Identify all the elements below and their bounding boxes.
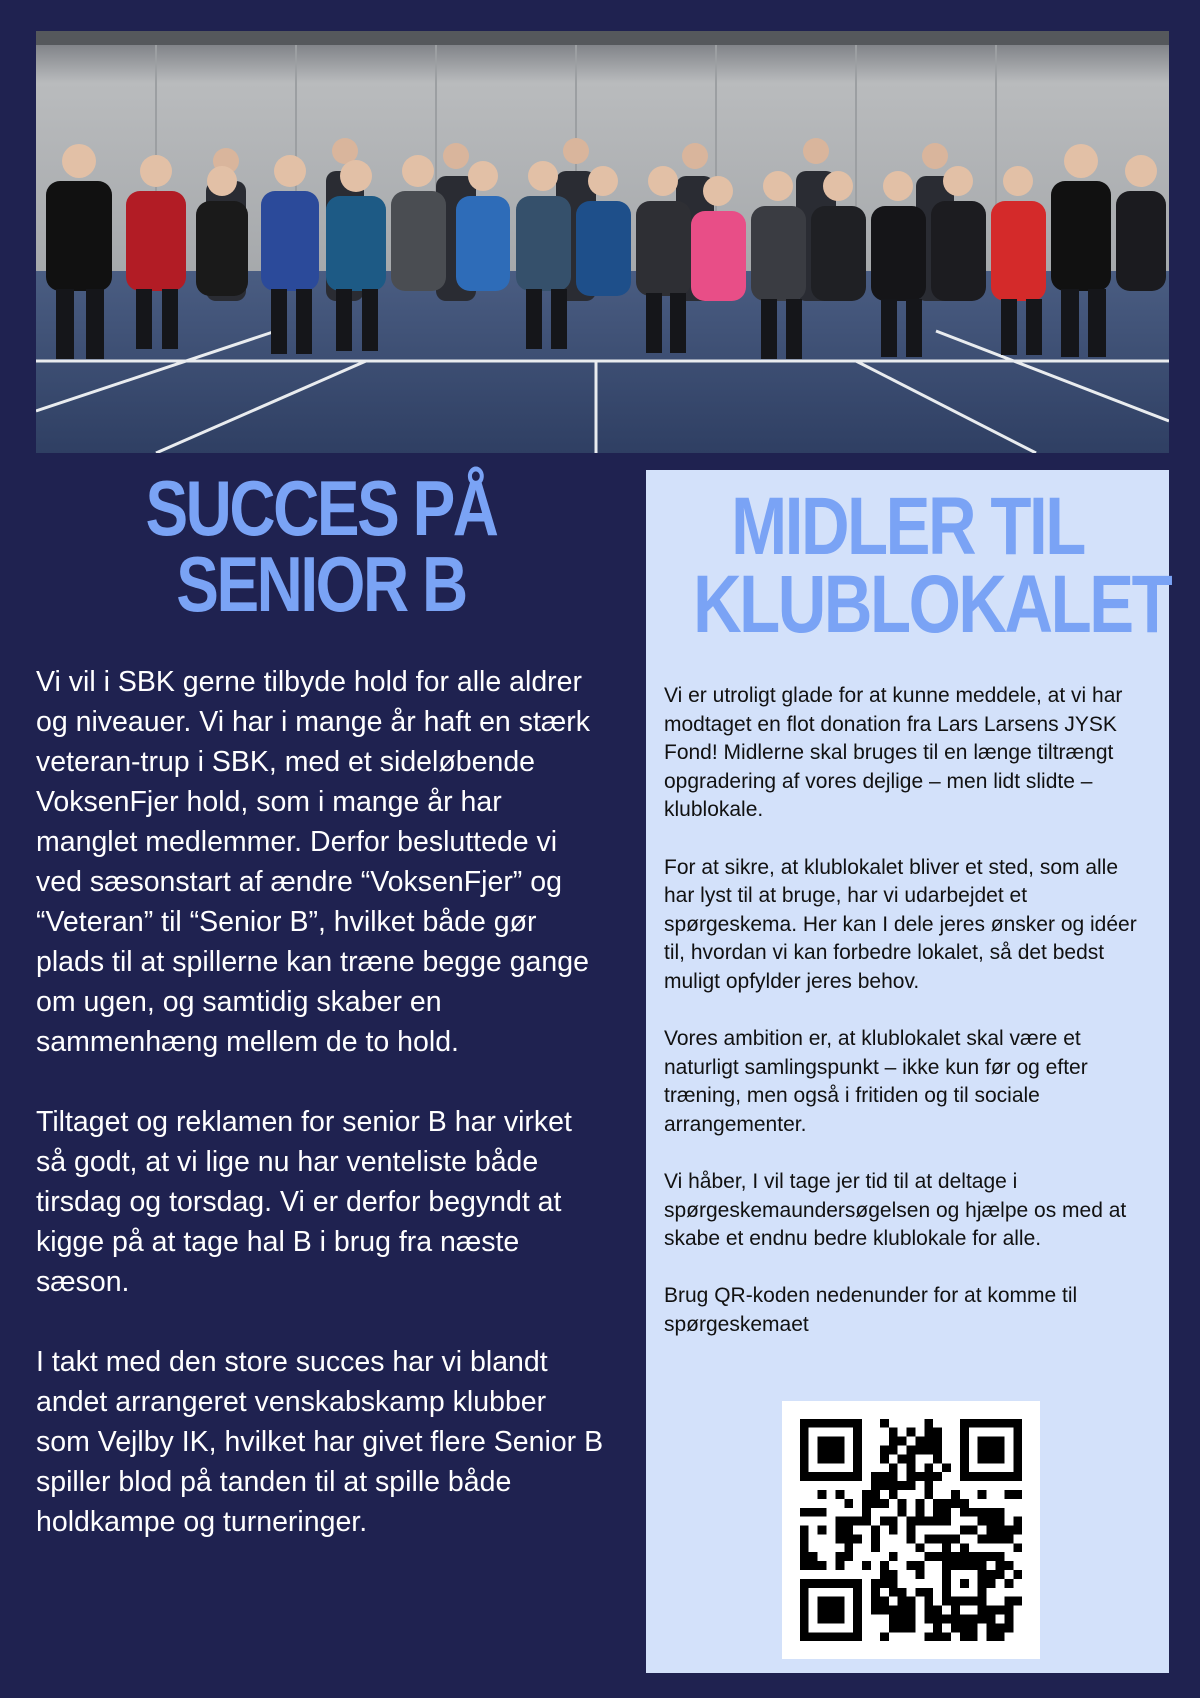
right-paragraph: Brug QR-koden nedenunder for at komme til spørgeskemaet xyxy=(664,1284,1078,1337)
left-paragraph: Tiltaget og reklamen for senior B har virket så godt, at vi lige nu har venteliste både tirsdag og torsdag. Vi er derfor begyndt at kigge på at tage hal B i brug fra næste sæson. xyxy=(36,1106,572,1298)
right-title: MIDLER TIL KLUBLOKALET xyxy=(693,481,1171,650)
group-photo xyxy=(36,31,1169,453)
left-paragraph: I takt med den store succes har vi blandt andet arrangeret venskabskamp klubber som Vejlby IK, hvilket har givet flere Senior B spiller blod på tanden til at spille både holdkampe og turneringer. xyxy=(36,1346,604,1538)
right-panel xyxy=(646,470,1169,1673)
left-column xyxy=(36,464,606,1582)
right-paragraph: Vores ambition er, at klublokalet skal være et naturligt samlingspunkt – ikke kun før og efter træning, men også i fritiden og til sociale arrangementer. xyxy=(664,1027,1088,1136)
right-body xyxy=(646,682,1169,1340)
qr-code[interactable] xyxy=(782,1401,1040,1659)
left-paragraph: Vi vil i SBK gerne tilbyde hold for alle aldrer og niveauer. Vi har i mange år haft en stærk veteran-trup i SBK, med et sideløbende VoksenFjer hold, som i mange år har manglet medlemmer. Derfor besluttede vi ved sæsonstart af ændre “VoksenFjer” og “Veteran” til “Senior B”, hvilket både gør plads til at spillerne kan træne begge gange om ugen, og samtidig skaber en sammenhæng mellem de to hold. xyxy=(36,666,590,1058)
left-title: SUCCES PÅ SENIOR B xyxy=(145,464,497,628)
left-body xyxy=(36,662,606,1542)
right-paragraph: Vi er utroligt glade for at kunne meddele, at vi har modtaget en flot donation fra Lars Larsens JYSK Fond! Midlerne skal bruges til en længe tiltrængt opgradering af vores dejlige – men lidt slidte – klublokale. xyxy=(664,684,1123,822)
right-paragraph: For at sikre, at klublokalet bliver et sted, som alle har lyst til at bruge, har vi udarbejdet et spørgeskema. Her kan I dele jeres ønsker og idéer til, hvordan vi kan forbedre lokalet, så det bedst muligt opfylder jeres behov. xyxy=(664,855,1137,993)
right-paragraph: Vi håber, I vil tage jer tid til at deltage i spørgeskemaundersøgelsen og hjælpe os med at skabe et endnu bedre klublokale for alle. xyxy=(664,1170,1127,1251)
